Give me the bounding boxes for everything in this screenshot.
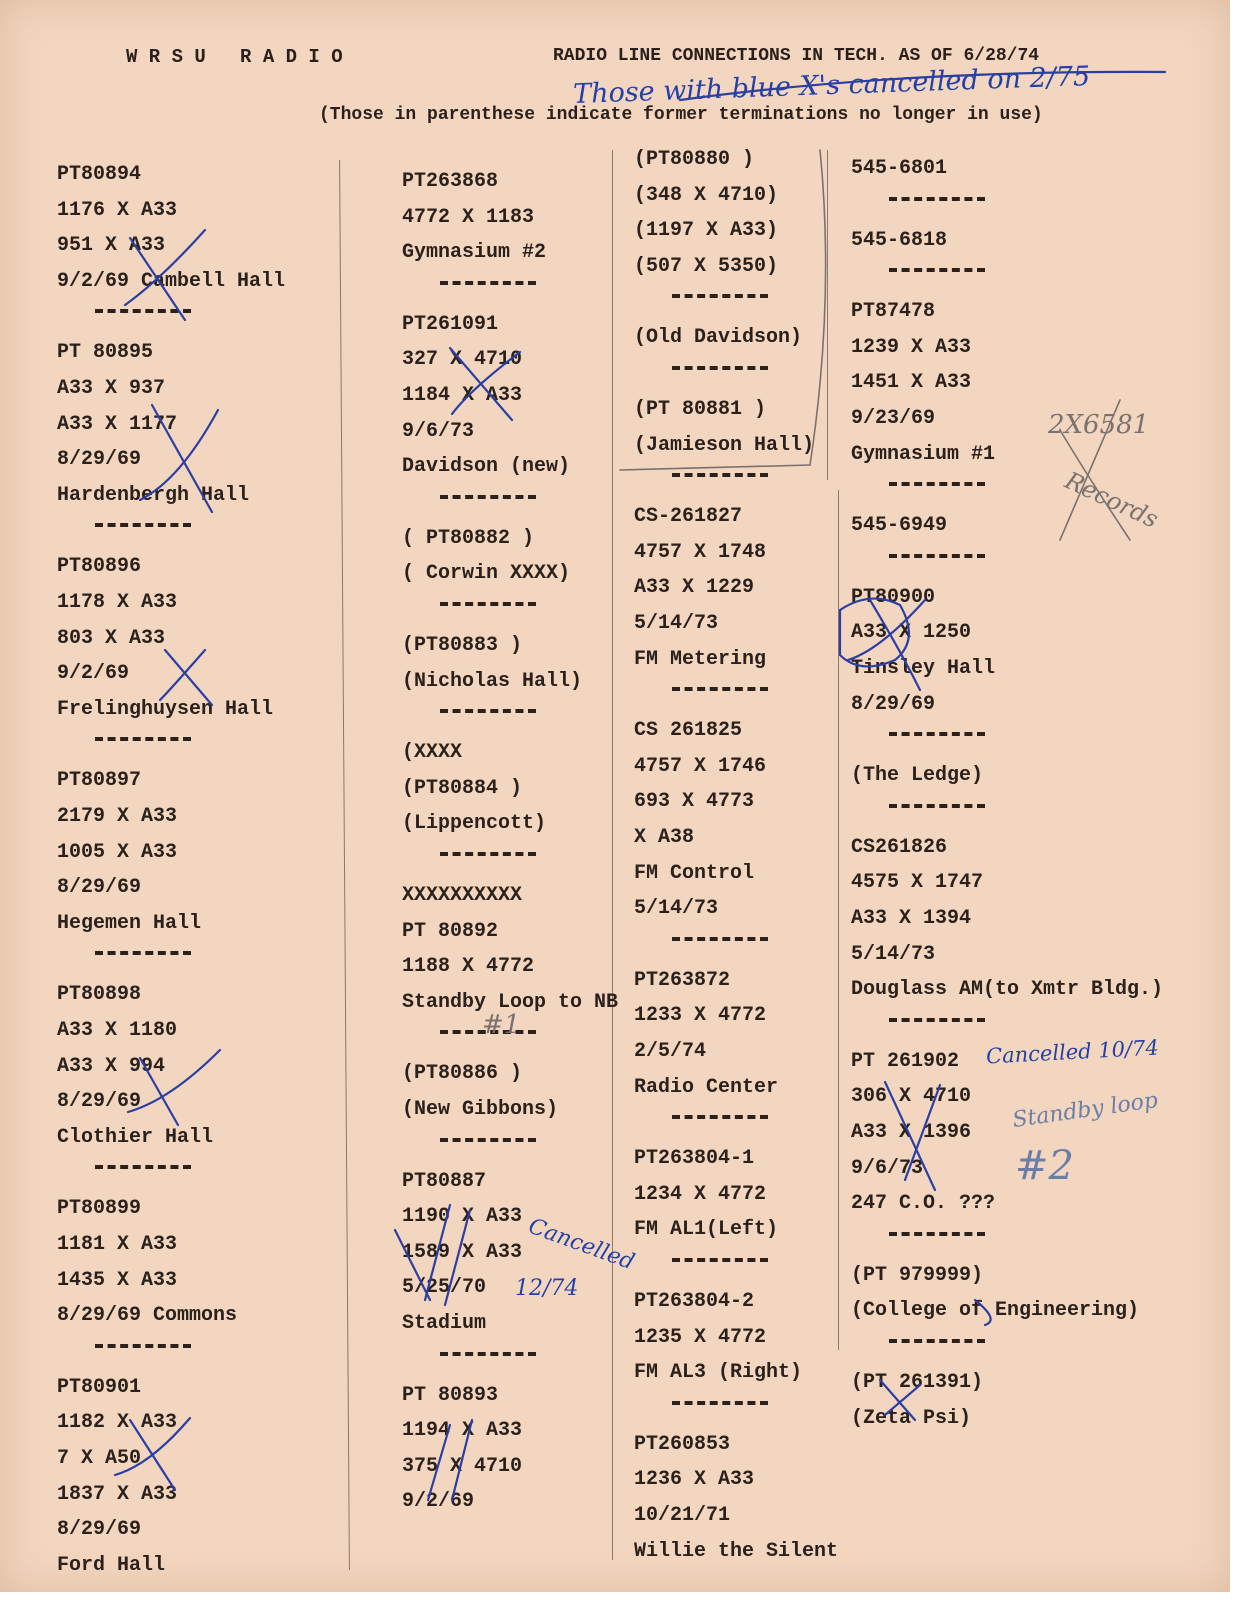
entry-separator (672, 1115, 768, 1119)
entry-separator (672, 1258, 768, 1262)
entry-line: 1188 X 4772 (402, 955, 535, 979)
entry-line: FM AL1(Left) (634, 1218, 779, 1242)
entry-line: PT263872 (634, 968, 731, 992)
entry-line: (New Gibbons) (402, 1098, 559, 1121)
entry-line: A33 X 994 (57, 1054, 166, 1078)
handwritten-standby-loop-2-number: #2 (1015, 1143, 1074, 1189)
entry-line: 4772 X 1183 (402, 205, 535, 229)
cancel-x-frelinghuysen (160, 650, 212, 705)
header-note: (Those in parenthese indicate former terminations no longer in use) (319, 105, 1043, 125)
entry-separator (889, 482, 985, 486)
entry-line: A33 X 1229 (634, 576, 755, 600)
entry-line: ( Corwin XXXX) (402, 562, 571, 586)
entry-line: PT 261902 (851, 1049, 960, 1073)
entry-line: FM AL3 (Right) (634, 1361, 803, 1385)
entry-separator (95, 737, 191, 741)
column-rule-1 (339, 160, 350, 1570)
entry-line: Ford Hall (57, 1553, 166, 1577)
entry-line: 8/29/69 (57, 448, 142, 472)
entry-line: PT 80895 (57, 341, 154, 365)
entry-separator (95, 309, 191, 313)
entry-line: PT80898 (57, 983, 142, 1007)
entry-line: Hardenbergh Hall (57, 483, 250, 507)
entry-separator (672, 937, 768, 941)
entry-line: A33 X 1394 (851, 907, 972, 930)
entry-line: 1236 X A33 (634, 1468, 755, 1492)
entry-separator (889, 804, 985, 808)
entry-line: 1194 X A33 (402, 1419, 523, 1443)
entry-line: 1837 X A33 (57, 1482, 178, 1506)
handwritten-standby-loop-2: Standby loop (1010, 1087, 1160, 1134)
entry-line: 4757 X 1748 (634, 540, 767, 564)
pencil-word: Records (1060, 466, 1163, 534)
entry-line: (PT80880 ) (634, 148, 755, 171)
entry-line: Gymnasium #2 (402, 241, 547, 265)
entry-line: PT 80892 (402, 919, 499, 943)
entry-line: Douglass AM(to Xmtr Bldg.) (851, 978, 1164, 1002)
pencil-number: 2X6581 (1048, 410, 1150, 440)
entry-separator (672, 473, 768, 477)
entry-line: (PT80886 ) (402, 1062, 523, 1086)
entry-line: CS-261827 (634, 505, 743, 529)
entry-line: A33 X 1396 (851, 1121, 972, 1144)
entry-line: PT87478 (851, 300, 936, 324)
entry-line: (PT 80881 ) (634, 398, 767, 421)
entry-line: 5/14/73 (634, 612, 719, 635)
entry-line: 8/29/69 (851, 692, 936, 716)
column-rule-2 (612, 150, 613, 1560)
handwritten-12-74: 12/74 (515, 1276, 579, 1301)
entry-line: (Old Davidson) (634, 326, 803, 350)
entry-line: 1181 X A33 (57, 1233, 178, 1256)
entry-line: 8/29/69 (57, 1090, 142, 1114)
entry-line: (Jamieson Hall) (634, 433, 815, 457)
entry-line: (Lippencott) (402, 812, 547, 836)
entry-line: Tinsley Hall (851, 657, 996, 680)
entry-separator (95, 951, 191, 955)
entry-line: 803 X A33 (57, 626, 166, 650)
handwritten-cancel-note: Those with blue X's cancelled on 2/75 (572, 60, 1091, 111)
entry-line: PT80900 (851, 585, 936, 609)
entry-line: 545-6801 (851, 157, 948, 180)
entry-separator (889, 1232, 985, 1236)
station-name: W R S U R A D I O (126, 46, 343, 68)
entry-line: Frelinghuysen Hall (57, 697, 274, 721)
entry-line: Clothier Hall (57, 1125, 214, 1149)
entry-line: 9/23/69 (851, 407, 936, 430)
entry-line: 1451 X A33 (851, 371, 972, 395)
entry-separator (440, 1352, 536, 1356)
entry-separator (672, 294, 768, 298)
entry-line: 9/6/73 (402, 419, 475, 443)
entry-line: A33 X 937 (57, 377, 166, 400)
entry-line: 1234 X 4772 (634, 1182, 767, 1206)
entry-line: PT80897 (57, 769, 142, 793)
column-rule-4 (838, 490, 839, 1350)
entry-separator (95, 523, 191, 527)
entry-line: 9/2/69 (402, 1490, 475, 1514)
entry-separator (672, 1401, 768, 1405)
entry-line: PT263804-2 (634, 1290, 755, 1313)
entry-line: (College of Engineering) (851, 1299, 1140, 1323)
entry-line: A33 X 1250 (851, 621, 972, 645)
entry-line: 9/2/69 (57, 662, 130, 686)
entry-line: CS 261825 (634, 719, 743, 743)
entry-separator (889, 268, 985, 272)
entry-line: (PT80883 ) (402, 634, 523, 657)
entry-line: 4575 X 1747 (851, 871, 984, 895)
entry-line: PT260853 (634, 1432, 731, 1456)
entry-line: CS261826 (851, 835, 948, 859)
entry-line: 8/29/69 (57, 1518, 142, 1542)
entry-line: Hegemen Hall (57, 911, 202, 935)
entry-line: 1005 X A33 (57, 840, 178, 864)
entry-line: PT261091 (402, 312, 499, 336)
entry-line: PT80899 (57, 1197, 142, 1221)
entry-line: 8/29/69 (57, 876, 142, 900)
entry-line: A33 X 1180 (57, 1019, 178, 1042)
entry-line: 1435 X A33 (57, 1268, 178, 1292)
entry-line: 5/14/73 (634, 897, 719, 921)
entry-separator (672, 366, 768, 370)
entry-line: (PT 261391) (851, 1371, 984, 1394)
column-rule-3 (827, 150, 828, 480)
entry-line: FM Metering (634, 647, 767, 671)
entry-line: 8/29/69 Commons (57, 1304, 238, 1328)
entry-separator (440, 281, 536, 285)
entry-line: 4757 X 1746 (634, 754, 767, 778)
entry-line: 9/6/73 (851, 1156, 924, 1180)
entry-line: (The Ledge) (851, 764, 984, 788)
entry-line: XXXXXXXXXX (402, 884, 523, 907)
entry-line: 1235 X 4772 (634, 1325, 767, 1349)
entry-line: Davidson (new) (402, 455, 571, 479)
entry-separator (95, 1165, 191, 1169)
entry-line: 2179 X A33 (57, 805, 178, 828)
entry-line: PT 80893 (402, 1383, 499, 1407)
entry-line: 327 X 4710 (402, 348, 523, 372)
entry-separator (889, 197, 985, 201)
entry-line: 2/5/74 (634, 1040, 707, 1063)
entry-separator (440, 1138, 536, 1142)
entry-separator (440, 602, 536, 606)
entry-line: 1239 X A33 (851, 335, 972, 359)
entry-separator (440, 852, 536, 856)
entry-line: (XXXX (402, 741, 463, 765)
entry-line: 5/14/73 (851, 942, 936, 966)
entry-line: Radio Center (634, 1075, 779, 1099)
entry-separator (95, 1344, 191, 1348)
entry-line: 7 X A50 (57, 1447, 142, 1470)
entry-line: X A38 (634, 826, 695, 849)
document-title: RADIO LINE CONNECTIONS IN TECH. AS OF 6/28/74 (553, 46, 1040, 66)
entry-line: 10/21/71 (634, 1504, 731, 1527)
entry-line: 9/2/69 Cambell Hall (57, 269, 286, 293)
entry-line: 545-6818 (851, 228, 948, 252)
entry-line: 306 X 4710 (851, 1085, 972, 1109)
entry-separator (440, 495, 536, 499)
entry-line: 247 C.O. ??? (851, 1192, 996, 1216)
entry-line: (PT80884 ) (402, 776, 523, 800)
entry-line: PT80887 (402, 1169, 487, 1193)
entry-line: PT80896 (57, 555, 142, 579)
handwritten-cancelled-12-74: Cancelled (525, 1213, 638, 1276)
handwritten-cancelled-10-74: Cancelled 10/74 (985, 1035, 1160, 1069)
entry-line: PT263804-1 (634, 1147, 755, 1171)
entry-line: 1178 X A33 (57, 591, 178, 614)
entry-line: 1589 X A33 (402, 1240, 523, 1264)
entry-line: 5/25/70 (402, 1276, 487, 1300)
entry-line: 545-6949 (851, 514, 948, 538)
entry-line: (1197 X A33) (634, 219, 779, 243)
entry-separator (440, 709, 536, 713)
entry-separator (889, 1339, 985, 1343)
entry-line: (Zeta Psi) (851, 1406, 972, 1430)
entry-line: 693 X 4773 (634, 790, 755, 814)
pencil-standby-loop-1: #1 (482, 1010, 521, 1040)
entry-line: 1176 X A33 (57, 198, 178, 222)
entry-line: (Nicholas Hall) (402, 669, 583, 693)
entry-line: Standby Loop to NB (402, 990, 619, 1014)
entry-line: FM Control (634, 861, 755, 885)
entry-line: Gymnasium #1 (851, 442, 996, 466)
entry-line: 1233 X 4772 (634, 1004, 767, 1028)
entry-line: ( PT80882 ) (402, 526, 535, 550)
entry-line: Willie the Silent (634, 1539, 839, 1563)
entry-separator (889, 732, 985, 736)
entry-line: 375 X 4710 (402, 1454, 523, 1478)
entry-line: (507 X 5350) (634, 254, 779, 278)
entry-separator (672, 687, 768, 691)
entry-separator (889, 554, 985, 558)
entry-line: (PT 979999) (851, 1263, 984, 1287)
entry-line: 951 X A33 (57, 234, 166, 258)
entry-line: PT80894 (57, 163, 142, 186)
entry-separator (889, 1018, 985, 1022)
entry-line: 1190 X A33 (402, 1205, 523, 1229)
entry-line: A33 X 1177 (57, 412, 178, 436)
entry-line: Stadium (402, 1312, 487, 1335)
entry-line: PT80901 (57, 1375, 142, 1399)
entry-line: 1182 X A33 (57, 1411, 178, 1435)
entry-line: 1184 X A33 (402, 384, 523, 407)
entry-line: PT263868 (402, 170, 499, 193)
entry-line: (348 X 4710) (634, 183, 779, 207)
